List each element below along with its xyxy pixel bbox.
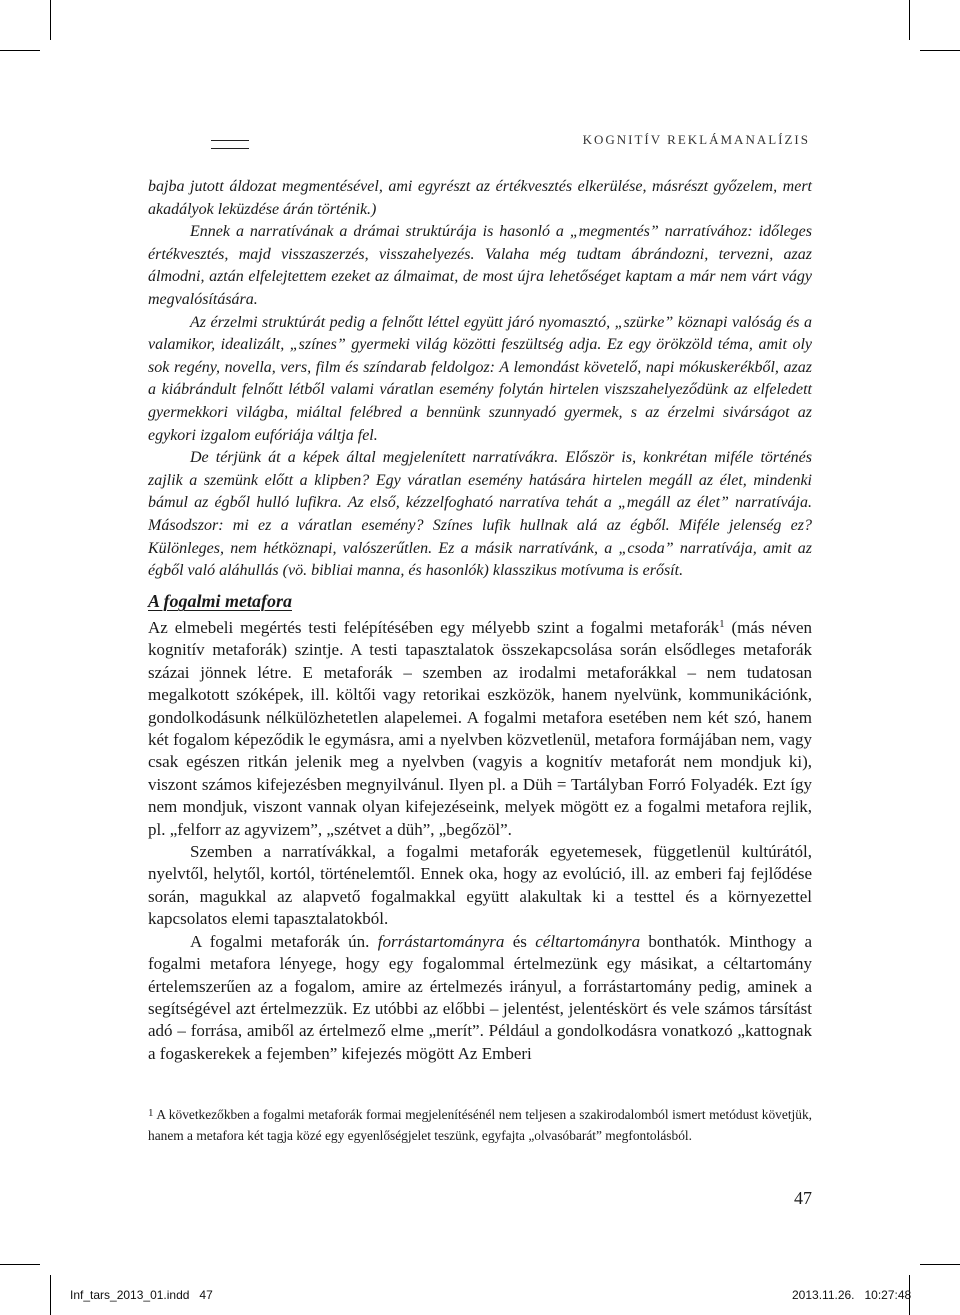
term-emphasis: céltartományra — [535, 931, 641, 951]
italic-paragraph: Ennek a narratívának a drámai struktúrája is hasonló a „megmentés” narratívához: időleges értékvesztés, majd visszaszerzés, visszahelyezés. Valaha még tudtam ábrándozni, tervezni, azaz álmodni, aztán elfelejtettem ezeket az álmaimat, de most újra lehetőséget kaptam a már nem várt vágy megvalósítására. — [148, 223, 812, 308]
header-rule — [211, 140, 249, 149]
italic-paragraph: bajba jutott áldozat megmentésével, ami egyrészt az értékvesztés elkerülése, másrészt győzelem, mert akadályok leküzdése árán történik.) — [148, 178, 812, 218]
italic-quote-block — [148, 176, 812, 583]
body-paragraph — [148, 931, 812, 1065]
body-text-run: Az elmebeli megértés testi felépítésében egy mélyebb szint a fogalmi metaforák — [148, 618, 720, 637]
body-paragraph — [148, 613, 812, 841]
crop-mark — [50, 0, 51, 40]
footnote-reference: 1 — [719, 618, 725, 630]
crop-mark — [920, 50, 960, 51]
crop-mark — [0, 50, 40, 51]
body-paragraph: Szemben a narratívákkal, a fogalmi metaforák egyetemesek, függetlenül kultúrától, nyelvtől, helytől, kortól, történelemtől. Ennek oka, hogy az evolúció, ill. az emberi faj fejlődése során, magukkal az alapvető fogalmakkal együtt alakultak ki a testtel és a környezettel kapcsolatos elemi tapasztalatokból. — [148, 842, 812, 929]
footnote-text: A következőkben a fogalmi metaforák formai megjelenítésénél nem teljesen a szakirodalomból ismert metódust követjük, hanem a metafora két tagja közé egy egyenlőségjelet teszünk, egyfajta „olvasóbarát” megfontolásból. — [148, 1107, 812, 1143]
footnote — [148, 1103, 812, 1146]
body-text-run: (más néven kognitív metaforák) szintje. A testi tapasztalatok összekapcsolása során elsődleges metaforák százai jönnek létre. E metaforák – szemben az irodalmi metaforákkal – nem tudatosan megalkotott szóképek, ill. költői vagy retorikai eszközök, hanem nyelvünk, kommunikációnk, gondolkodásunk nélkülözhetetlen alapelemei. A fogalmi metafora esetében nem két szó, hanem két fogalom képeződik le egymásra, ami a nyelvben közvetlenül, metafora formájában nem, vagy csak egészen ritkán jelenik meg a nyelvben (vagyis a kognitív metaforát nem mondjuk ki), viszont számos kifejezésben megnyilvánul. Ilyen pl. a Düh = Tartályban Forró Folyadék. Ezt így nem mondjuk, viszont vannak olyan kifejezéseink, melyek mögött ez a fogalmi metafora rejlik, pl. „felforr az agyvizem”, „szétvet a düh”, „begőzöl”. — [148, 618, 813, 839]
crop-mark — [920, 1264, 960, 1265]
body-text-run: bonthatók. Minthogy a fogalmi metafora lényege, hogy egy fogalommal értelmezünk egy másikat, a céltartomány értelemszerűen az a fogalom, amire az értelmezés irányul, a forrástartomány pedig, aminek a segítségével azt értelmezzük. Ez utóbbi az előbbi – jelentést, jelentéskört és vele számos társítást adó – forrása, amiből az értelmező elme „merít”. Például a gondolkodásra vonatkozó „kattognak a fogaskerekek a fejemben” kifejezés mögött Az Emberi — [148, 931, 812, 1063]
crop-mark — [50, 1275, 51, 1315]
body-text — [148, 613, 812, 1065]
italic-paragraph: De térjünk át a képek által megjelenített narratívákra. Először is, konkrétan miféle történés zajlik a szemünk előtt a klipben? Egy váratlan esemény hatására hirtelen megáll az élet, mindenki bámul az égből hulló lufikra. Az első, kézzelfogható narratíva tehát a „megáll az élet” narratívája. Másodszor: mi ez a váratlan esemény? Színes lufik hullnak alá az égből. Miféle jelenség ez? Különleges, nem hétköznapi, valószerűtlen. Ez a másik narratívánk, a „csoda” narratívája, amit az égből való aláhullás (vö. bibliai manna, és hasonlók) klasszikus motívuma is erősít. — [148, 449, 812, 580]
italic-paragraph: Az érzelmi struktúrát pedig a felnőtt léttel együtt járó nyomasztó, „szürke” köznapi valóság és a valamikor, idealizált, „színes” gyermeki világ közötti feszültség adja. Ez egy örökzöld téma, amit oly sok regény, novella, vers, film és színdarab feldolgoz: A lemondást követelő, napi mókuskerékből, azaz a kiábrándult felnőtt létből valami váratlan esemény folytán hirtelen viszszahelyeződünk az elfeledett gyermekkori világba, miáltal felébred a bennünk szunnyadó gyermek, s az érzelmi sivárságot az egykori izgalom eufóriája váltja fel. — [148, 313, 812, 444]
footnote-mark: 1 — [148, 1107, 154, 1119]
crop-mark — [0, 1264, 40, 1265]
body-text-run: és — [504, 931, 536, 951]
slug-filename: Inf_tars_2013_01.indd 47 — [70, 1288, 213, 1302]
term-emphasis: forrástartományra — [377, 931, 505, 951]
crop-mark — [909, 0, 910, 40]
page-number: 47 — [794, 1188, 812, 1208]
running-head: KOGNITÍV REKLÁMANALÍZIS — [582, 132, 810, 147]
footnotes — [148, 1103, 812, 1146]
section-title: A fogalmi metafora — [148, 591, 292, 611]
body-text-run: A fogalmi metaforák ún. — [190, 931, 378, 951]
slug-timestamp: 2013.11.26. 10:27:48 — [792, 1288, 912, 1302]
